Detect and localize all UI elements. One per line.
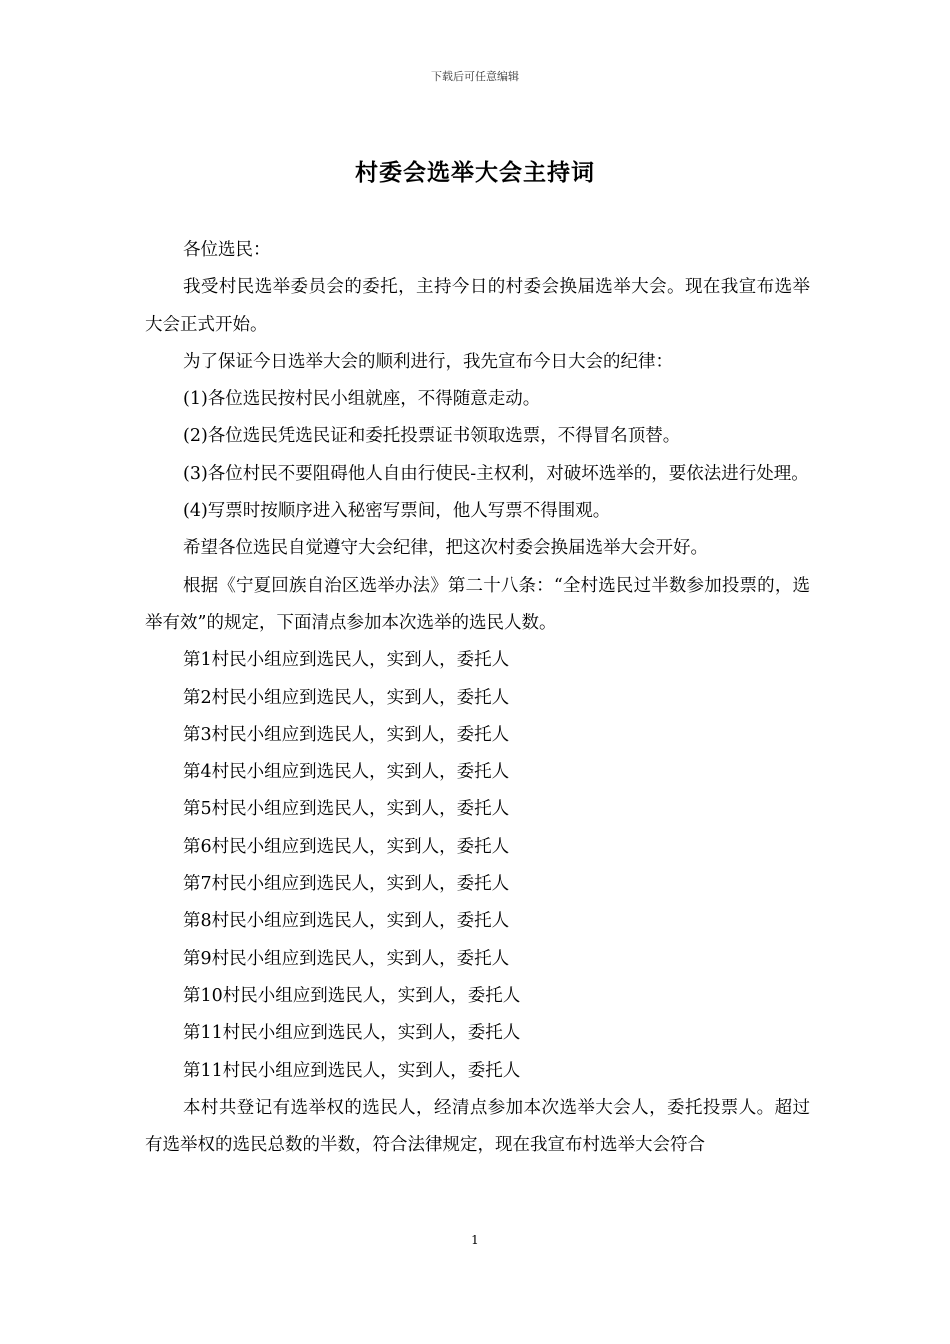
group-count-line: 第9村民小组应到选民人，实到人，委托人 xyxy=(183,948,510,969)
paragraph: 各位选民： xyxy=(183,240,271,260)
rule-item: (4)写票时按顺序进入秘密写票间，他人写票不得围观。 xyxy=(183,501,611,522)
document-body xyxy=(145,232,810,1164)
page-number: 1 xyxy=(471,1233,479,1247)
group-count-line: 第3村民小组应到选民人，实到人，委托人 xyxy=(183,724,510,745)
group-count-line: 第8村民小组应到选民人，实到人，委托人 xyxy=(183,911,510,932)
paragraph: 我受村民选举委员会的委托，主持今日的村委会换届选举大会。现在我宣布选举大会正式开始。 xyxy=(145,277,810,335)
group-count-line: 第11村民小组应到选民人，实到人，委托人 xyxy=(183,1060,521,1081)
group-count-line: 第1村民小组应到选民人，实到人，委托人 xyxy=(183,650,510,671)
paragraph: 本村共登记有选举权的选民人，经清点参加本次选举大会人，委托投票人。超过有选举权的选民总数的半数，符合法律规定，现在我宣布村选举大会符合 xyxy=(145,1097,810,1156)
group-count-line: 第2村民小组应到选民人，实到人，委托人 xyxy=(183,687,510,708)
rule-item: (2)各位选民凭选民证和委托投票证书领取选票，不得冒名顶替。 xyxy=(183,426,681,447)
document-title: 村委会选举大会主持词 xyxy=(355,160,595,186)
rule-item: (1)各位选民按村民小组就座，不得随意走动。 xyxy=(183,389,541,410)
group-count-line: 第11村民小组应到选民人，实到人，委托人 xyxy=(183,1023,521,1044)
group-count-line: 第4村民小组应到选民人，实到人，委托人 xyxy=(183,762,510,783)
group-count-line: 第6村民小组应到选民人，实到人，委托人 xyxy=(183,836,510,857)
group-count-line: 第10村民小组应到选民人，实到人，委托人 xyxy=(183,985,521,1006)
group-count-line: 第5村民小组应到选民人，实到人，委托人 xyxy=(183,799,510,820)
group-count-line: 第7村民小组应到选民人，实到人，委托人 xyxy=(183,874,510,895)
paragraph: 希望各位选民自觉遵守大会纪律，把这次村委会换届选举大会开好。 xyxy=(183,538,708,559)
header-note: 下载后可任意编辑 xyxy=(431,70,519,83)
paragraph: 为了保证今日选举大会的顺利进行，我先宣布今日大会的纪律： xyxy=(183,351,673,372)
rule-item: (3)各位村民不要阻碍他人自由行使民-主权利，对破坏选举的，要依法进行处理。 xyxy=(183,463,809,484)
paragraph: 根据《宁夏回族自治区选举办法》第二十八条：“全村选民过半数参加投票的，选举有效”的规定，下面清点参加本次选举的选民人数。 xyxy=(145,575,810,633)
